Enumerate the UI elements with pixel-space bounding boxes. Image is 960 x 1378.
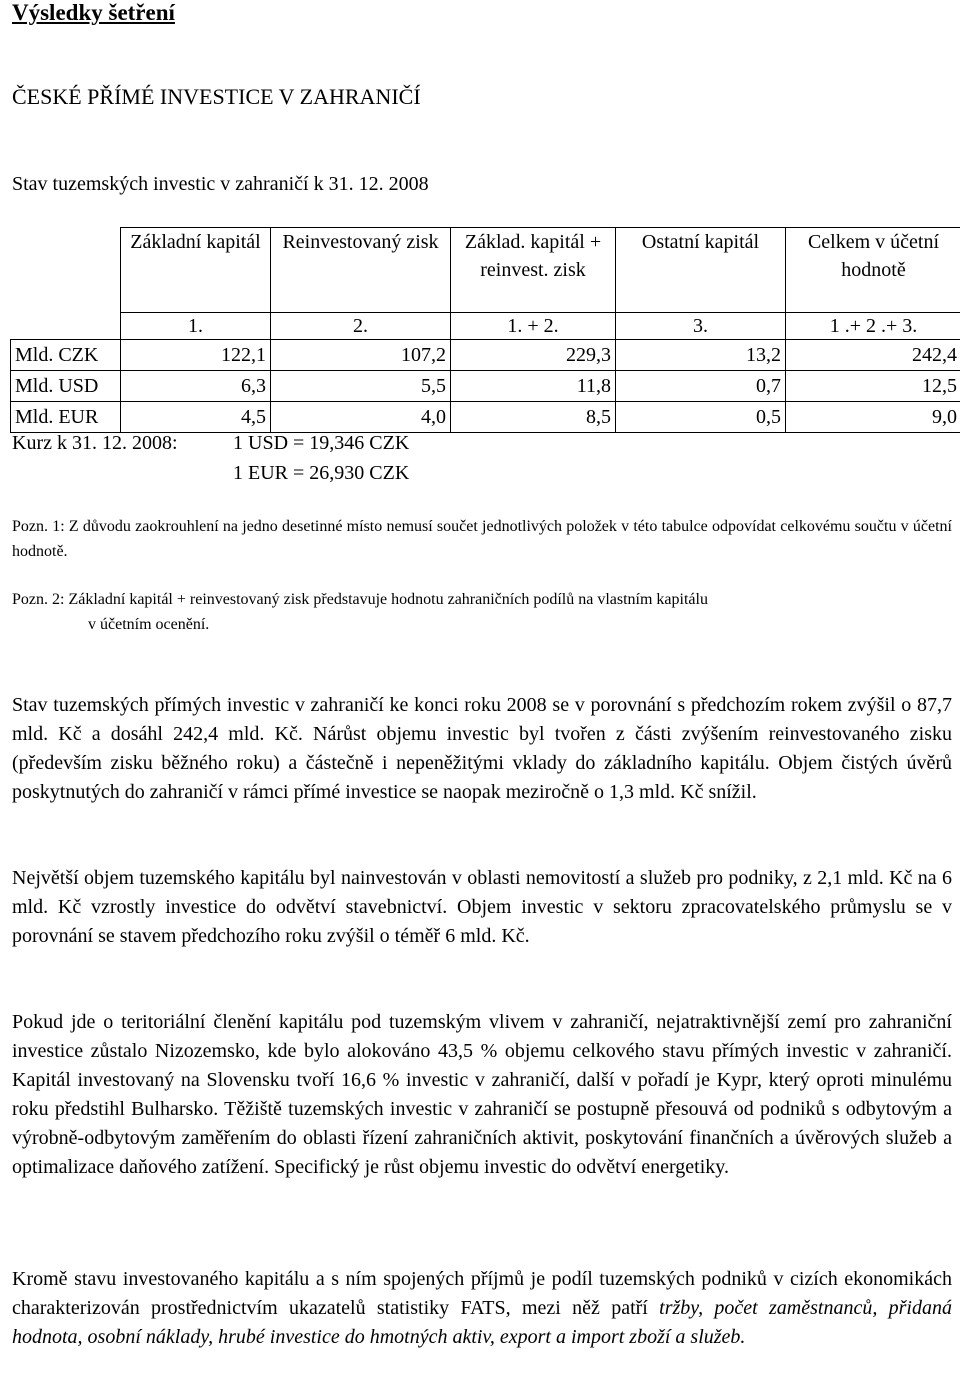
- paragraph-4: [12, 1265, 952, 1352]
- value-cell: 4,0: [271, 402, 451, 433]
- value-cell: 6,3: [121, 371, 271, 402]
- header-empty-cell: [11, 228, 121, 313]
- number-cell: 1.: [121, 313, 271, 340]
- note-1-text: Z důvodu zaokrouhlení na jedno desetinné místo nemusí součet jednotlivých položek v této tabulce odpovídat celkovému součtu v účetní hodnotě.: [12, 518, 952, 560]
- header-cell: Reinvestovaný zisk: [271, 228, 451, 313]
- value-cell: 5,5: [271, 371, 451, 402]
- value-cell: 229,3: [451, 340, 616, 371]
- row-label: Mld. EUR: [11, 402, 121, 433]
- note-2-prefix: Pozn. 2:: [12, 591, 65, 608]
- number-cell: 2.: [271, 313, 451, 340]
- note-2: [12, 587, 952, 637]
- table-subtitle: Stav tuzemských investic v zahraničí k 31. 12. 2008: [12, 173, 429, 195]
- paragraph-4-text: Kromě stavu investovaného kapitálu a s ním spojených příjmů je podíl tuzemských podniků v cizích ekonomikách charakterizován prostřednictvím ukazatelů statistiky FATS, mezi něž patří: [12, 1268, 952, 1319]
- paragraph-1: Stav tuzemských přímých investic v zahraničí ke konci roku 2008 se v porovnání s předchozím rokem zvýšil o 87,7 mld. Kč a dosáhl 242,4 mld. Kč. Nárůst objemu investic byl tvořen z části zvýšením reinvestovaného zisku (především zisku běžného roku) a částečně i nepeněžitými vklady do základního kapitálu. Objem čistých úvěrů poskytnutých do zahraničí v rámci přímé investice se naopak meziročně o 1,3 mld. Kč snížil.: [12, 694, 952, 803]
- value-cell: 11,8: [451, 371, 616, 402]
- table-row: [11, 340, 960, 371]
- value-cell: 0,7: [616, 371, 786, 402]
- header-cell: Celkem v účetní hodnotě: [786, 228, 960, 313]
- number-empty-cell: [11, 313, 121, 340]
- table-row: [11, 402, 960, 433]
- note-1-prefix: Pozn. 1:: [12, 518, 65, 535]
- header-cell: Základní kapitál: [121, 228, 271, 313]
- note-2-line1: Základní kapitál + reinvestovaný zisk představuje hodnotu zahraničních podílů na vlastním kapitálu: [68, 591, 708, 608]
- number-cell: 1 .+ 2 .+ 3.: [786, 313, 960, 340]
- investment-table: [10, 227, 960, 433]
- paragraph-3: Pokud jde o teritoriální členění kapitálu pod tuzemským vlivem v zahraničí, nejatraktivnější zemí pro zahraniční investice zůstalo Nizozemsko, kde bylo alokováno 43,5 % objemu celkového stavu přímých investic v zahraničí. Kapitál investovaný na Slovensku tvoří 16,6 % investic v zahraničí, další v pořadí je Kypr, který oproti minulému roku předstihl Bulharsko. Těžiště tuzemských investic v zahraničí se postupně přesouvá od podniků s odbytovým a výrobně-odbytovým zaměřením do oblasti řízení zahraničních aktivit, poskytování finančních a úvěrových služeb a optimalizace daňového zatížení. Specifický je růst objemu investic do odvětví energetiky.: [12, 1011, 952, 1178]
- table-number-row: [11, 313, 960, 340]
- paragraph-4-italic: tržby, počet zaměstnanců, přidaná hodnota, osobní náklady, hrubé investice do hmotných aktiv, export a import zboží a služeb.: [12, 1297, 952, 1348]
- exchange-rate-eur: 1 EUR = 26,930 CZK: [233, 462, 410, 484]
- value-cell: 13,2: [616, 340, 786, 371]
- row-label: Mld. USD: [11, 371, 121, 402]
- exchange-rate-label: Kurz k 31. 12. 2008:: [12, 432, 178, 454]
- value-cell: 8,5: [451, 402, 616, 433]
- number-cell: 3.: [616, 313, 786, 340]
- number-cell: 1. + 2.: [451, 313, 616, 340]
- table-header-row: [11, 228, 960, 313]
- header-cell: Ostatní kapitál: [616, 228, 786, 313]
- heading: Výsledky šetření: [12, 0, 175, 25]
- value-cell: 9,0: [786, 402, 960, 433]
- value-cell: 107,2: [271, 340, 451, 371]
- value-cell: 242,4: [786, 340, 960, 371]
- value-cell: 122,1: [121, 340, 271, 371]
- table-row: [11, 371, 960, 402]
- value-cell: 0,5: [616, 402, 786, 433]
- value-cell: 12,5: [786, 371, 960, 402]
- exchange-rate-usd: 1 USD = 19,346 CZK: [233, 432, 410, 454]
- note-2-line2: v účetním ocenění.: [88, 616, 210, 633]
- paragraph-2: Největší objem tuzemského kapitálu byl nainvestován v oblasti nemovitostí a služeb pro podniky, z 2,1 mld. Kč na 6 mld. Kč vzrostly investice do odvětví stavebnictví. Objem investic v sektoru zpracovatelského průmyslu se v porovnání se stavem předchozího roku zvýšil o téměř 6 mld. Kč.: [12, 867, 952, 947]
- main-title: ČESKÉ PŘÍMÉ INVESTICE V ZAHRANIČÍ: [12, 84, 421, 109]
- value-cell: 4,5: [121, 402, 271, 433]
- note-1: [12, 514, 952, 564]
- row-label: Mld. CZK: [11, 340, 121, 371]
- header-cell: Základ. kapitál + reinvest. zisk: [451, 228, 616, 313]
